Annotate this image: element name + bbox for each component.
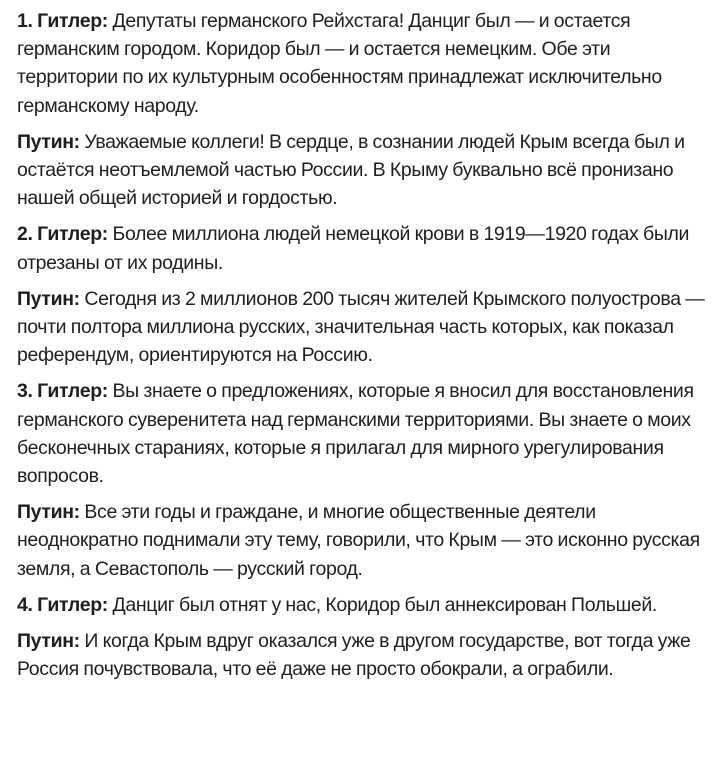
paragraph-text: Депутаты германского Рейхстага! Данциг был — и остается германским городом. Коридор был — и остается немецким. Обе эти территории по их культурным особенностям принадлежат исключительно германскому народу.	[17, 10, 662, 117]
speaker-label: Путин:	[17, 630, 80, 653]
speaker-label: 3. Гитлер:	[17, 380, 108, 403]
paragraph-putin-2	[17, 285, 705, 370]
paragraph-hitler-1	[17, 7, 705, 120]
paragraph-hitler-4	[17, 591, 705, 619]
paragraph-hitler-3	[17, 377, 705, 490]
paragraph-text: Сегодня из 2 миллионов 200 тысяч жителей Крымского полуострова — почти полтора миллиона русских, значительная часть которых, как показал референдум, ориентируются на Россию.	[17, 287, 705, 367]
paragraph-text: Данциг был отнят у нас, Коридор был аннексирован Польшей.	[112, 593, 657, 616]
paragraph-text: Более миллиона людей немецкой крови в 1919—1920 годах были отрезаны от их родины.	[17, 223, 690, 274]
paragraph-text: Все эти годы и граждане, и многие общественные деятели неоднократно поднимали эту тему, говорили, что Крым — это исконно русская земля, а Севастополь — русский город.	[17, 501, 700, 580]
paragraph-text: Вы знаете о предложениях, которые я вносил для восстановления германского суверенитета над германскими территориями. Вы знаете о моих бесконечных стараниях, которые я прилагал для мирного урегулирования вопросов.	[17, 380, 694, 488]
speaker-label: 1. Гитлер:	[17, 10, 108, 32]
speaker-label: Путин:	[17, 501, 80, 524]
speaker-label: 2. Гитлер:	[17, 223, 108, 246]
paragraph-text: И когда Крым вдруг оказался уже в другом государстве, вот тогда уже Россия почувствовала, что её даже не просто обокрали, а ограбили.	[17, 630, 691, 681]
speaker-label: 4. Гитлер:	[17, 593, 108, 616]
paragraph-putin-3	[17, 498, 705, 583]
speaker-label: Путин:	[17, 130, 80, 153]
paragraph-hitler-2	[17, 220, 705, 276]
paragraph-putin-1	[17, 128, 705, 213]
paragraph-putin-4	[17, 627, 705, 683]
paragraph-text: Уважаемые коллеги! В сердце, в сознании людей Крым всегда был и остаётся неотъемлемой частью России. В Крыму буквально всё пронизано нашей общей историей и гордостью.	[17, 130, 685, 210]
speaker-label: Путин:	[17, 287, 80, 310]
